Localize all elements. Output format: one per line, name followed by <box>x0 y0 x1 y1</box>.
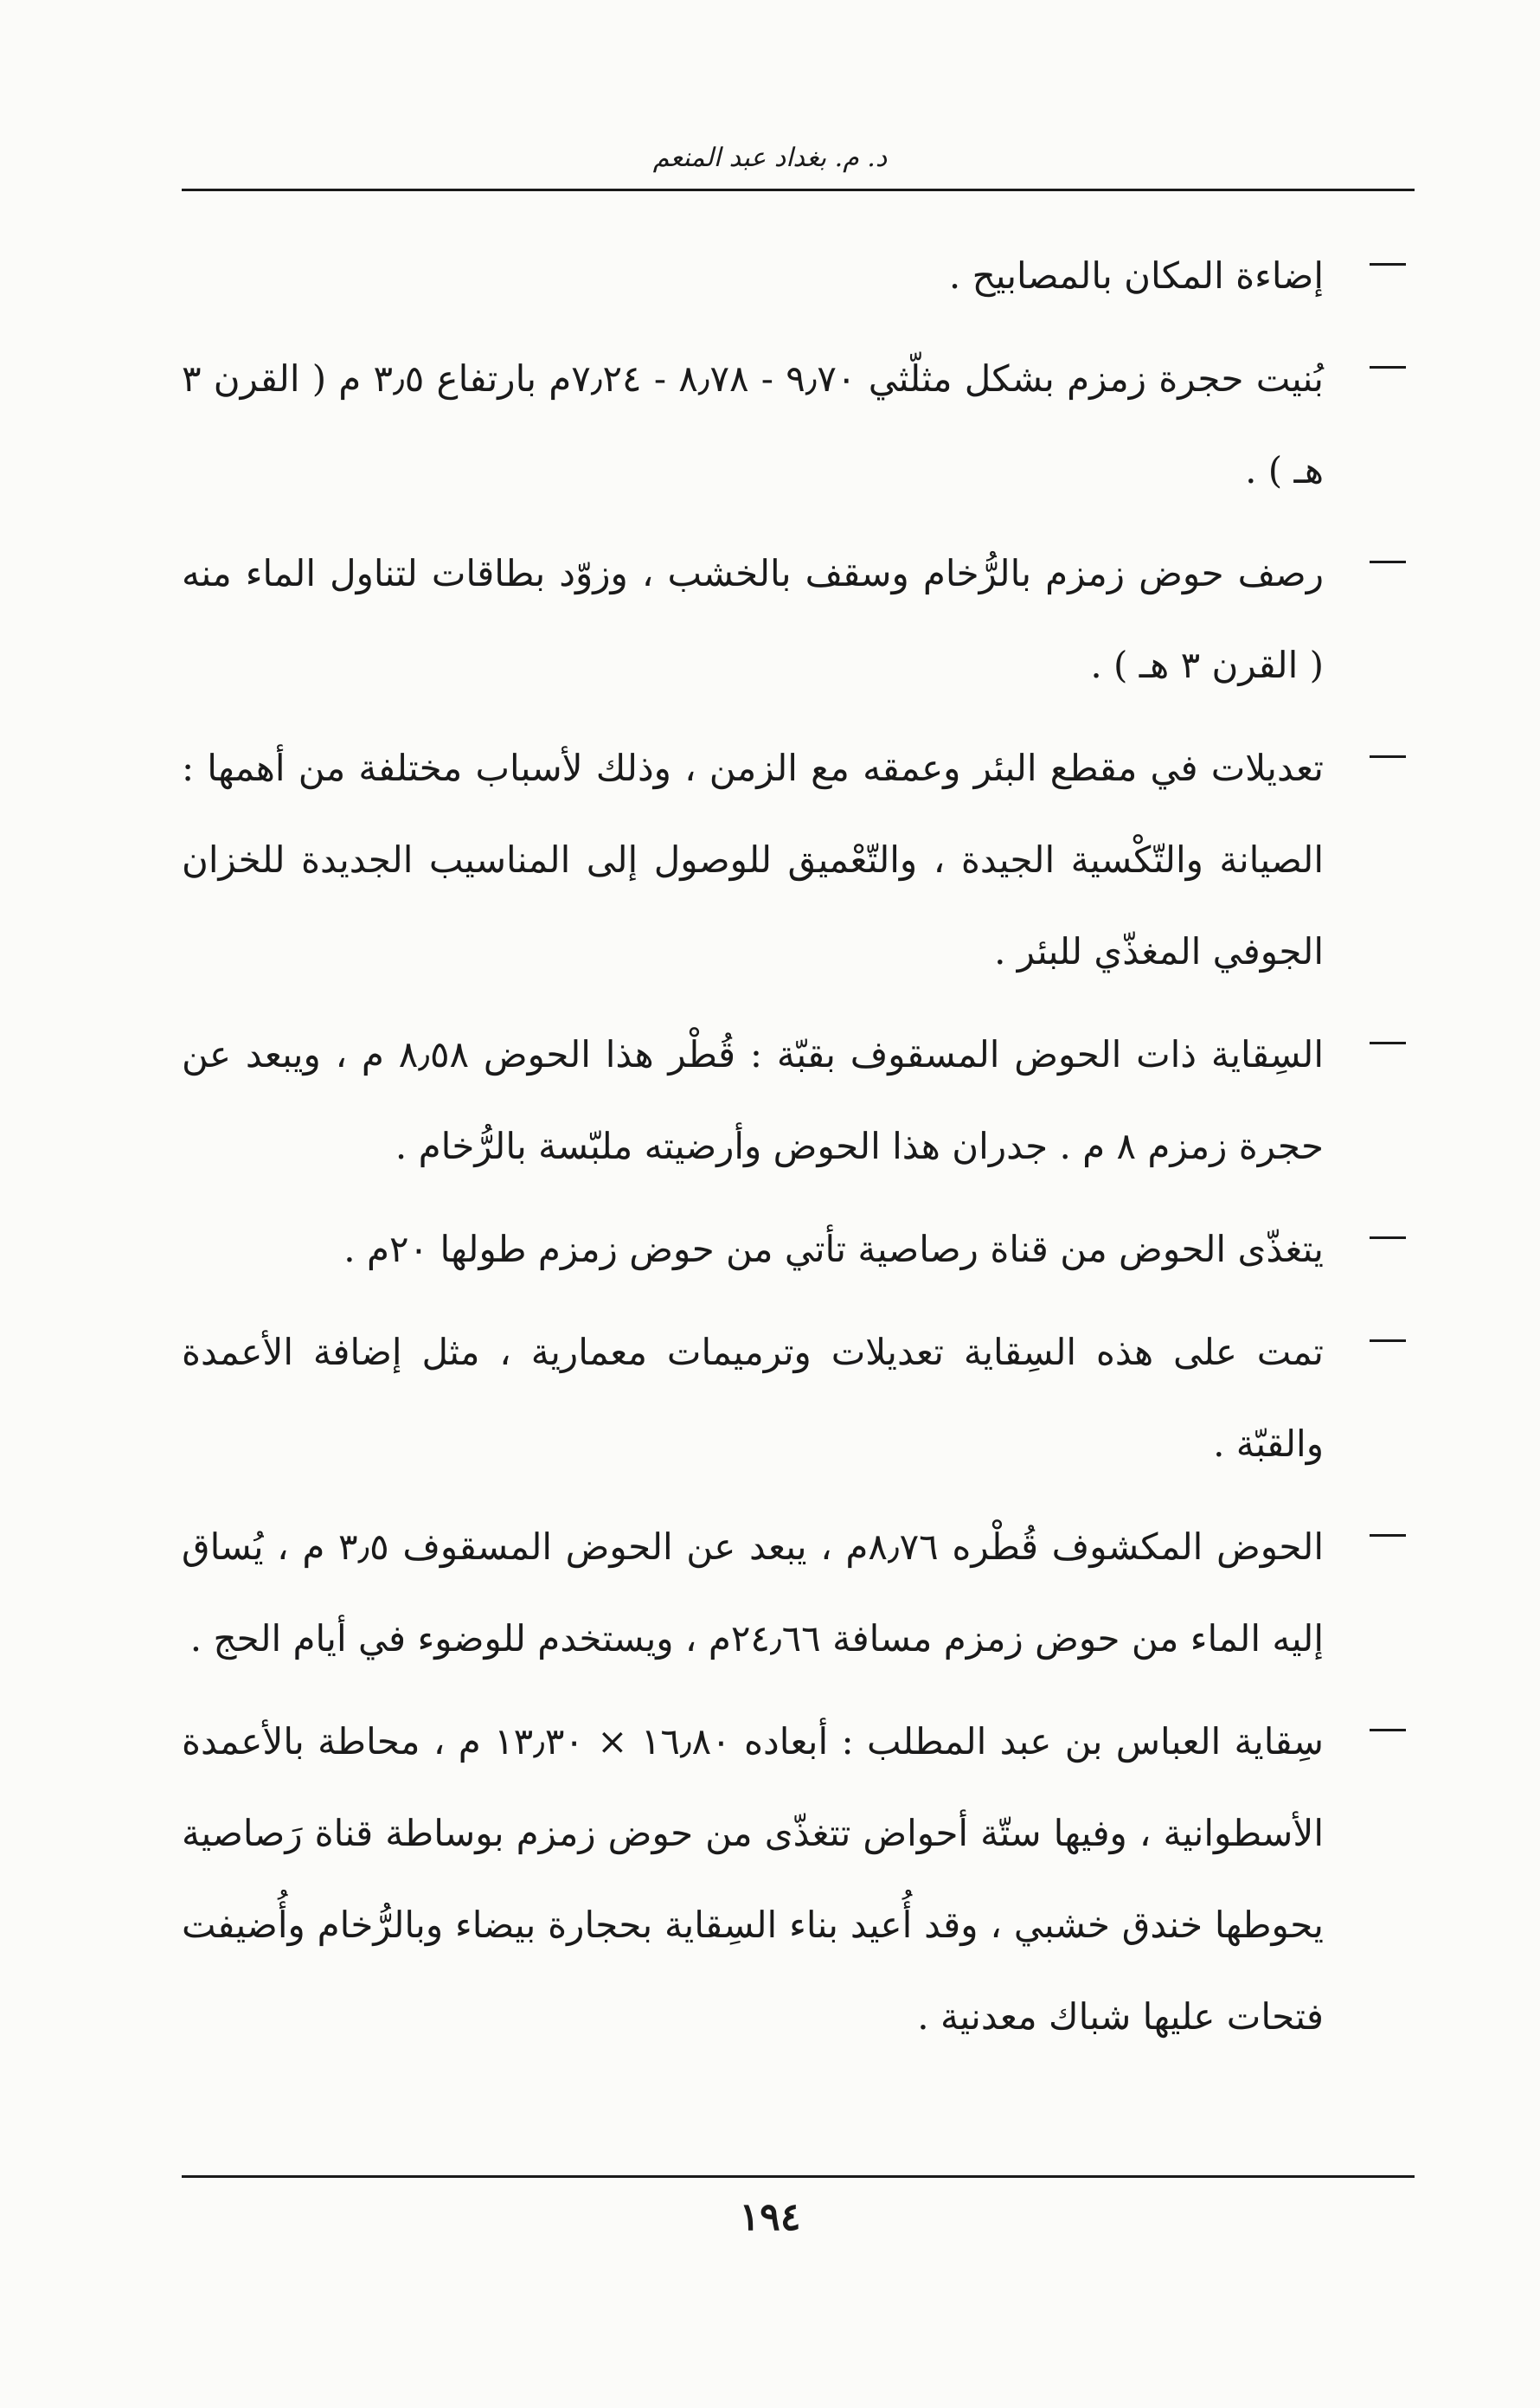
header-rule <box>182 189 1415 191</box>
list-item <box>182 1009 1406 1192</box>
list-item-text: تعديلات في مقطع البئر وعمقه مع الزمن ، وذلك لأسباب مختلفة من أهمها : الصيانة والتّكْسية الجيدة ، والتّعْميق للوصول إلى المناسيب الجديدة للخزان الجوفي المغذّي للبئر . <box>182 747 1324 973</box>
list-item-text: السِقاية ذات الحوض المسقوف بقبّة : قُطْر هذا الحوض ٨٫٥٨ م ، ويبعد عن حجرة زمزم ٨ م . جدران هذا الحوض وأرضيته ملبّسة بالرُّخام . <box>182 1033 1324 1167</box>
list-item <box>182 1204 1406 1295</box>
list-item <box>182 230 1406 322</box>
list-item-text: بُنيت حجرة زمزم بشكل مثلّثي ٩٫٧٠ - ٨٫٧٨ - ٧٫٢٤م بارتفاع ٣٫٥ م ( القرن ٣ هـ ) . <box>182 357 1324 491</box>
list-item <box>182 333 1406 517</box>
list-item <box>182 1307 1406 1490</box>
list-item <box>182 528 1406 711</box>
dash-bullet <box>1370 1534 1406 1537</box>
dash-bullet <box>1370 1339 1406 1342</box>
dash-bullet <box>1370 366 1406 369</box>
list-item-text: إضاءة المكان بالمصابيح . <box>948 254 1324 297</box>
list-item-text: سِقاية العباس بن عبد المطلب : أبعاده ١٦٫٨٠ × ١٣٫٣٠ م ، محاطة بالأعمدة الأسطوانية ، وفيها ستّة أحواض تتغذّى من حوض زمزم بوساطة قناة رَصاصية يحوطها خندق خشبي ، وقد أُعيد بناء السِقاية بحجارة بيضاء وبالرُّخام وأُضيفت فتحات عليها شباك معدنية . <box>182 1720 1324 2038</box>
list-item <box>182 722 1406 998</box>
page-number: ١٩٤ <box>739 2195 801 2239</box>
list-item-text: يتغذّى الحوض من قناة رصاصية تأتي من حوض زمزم طولها ٢٠م . <box>343 1228 1324 1270</box>
list-item <box>182 1501 1406 1685</box>
dash-bullet <box>1370 755 1406 758</box>
dash-bullet <box>1370 1042 1406 1044</box>
list-item-text: الحوض المكشوف قُطْره ٨٫٧٦م ، يبعد عن الحوض المسقوف ٣٫٥ م ، يُساق إليه الماء من حوض زمزم مسافة ٢٤٫٦٦م ، ويستخدم للوضوء في أيام الحج . <box>182 1525 1324 1660</box>
dash-bullet <box>1370 1729 1406 1731</box>
list-item-text: رصف حوض زمزم بالرُّخام وسقف بالخشب ، وزوّد بطاقات لتناول الماء منه ( القرن ٣ هـ ) . <box>182 552 1324 686</box>
dash-bullet <box>1370 561 1406 563</box>
list-item <box>182 1696 1406 2063</box>
running-header-author: د. م. بغداد عبد المنعم <box>652 143 888 173</box>
dash-bullet <box>1370 263 1406 266</box>
dash-bullet <box>1370 1236 1406 1239</box>
footer-rule <box>182 2175 1415 2178</box>
list-item-text: تمت على هذه السِقاية تعديلات وترميمات معمارية ، مثل إضافة الأعمدة والقبّة . <box>182 1331 1324 1465</box>
page-body <box>182 251 1406 2095</box>
